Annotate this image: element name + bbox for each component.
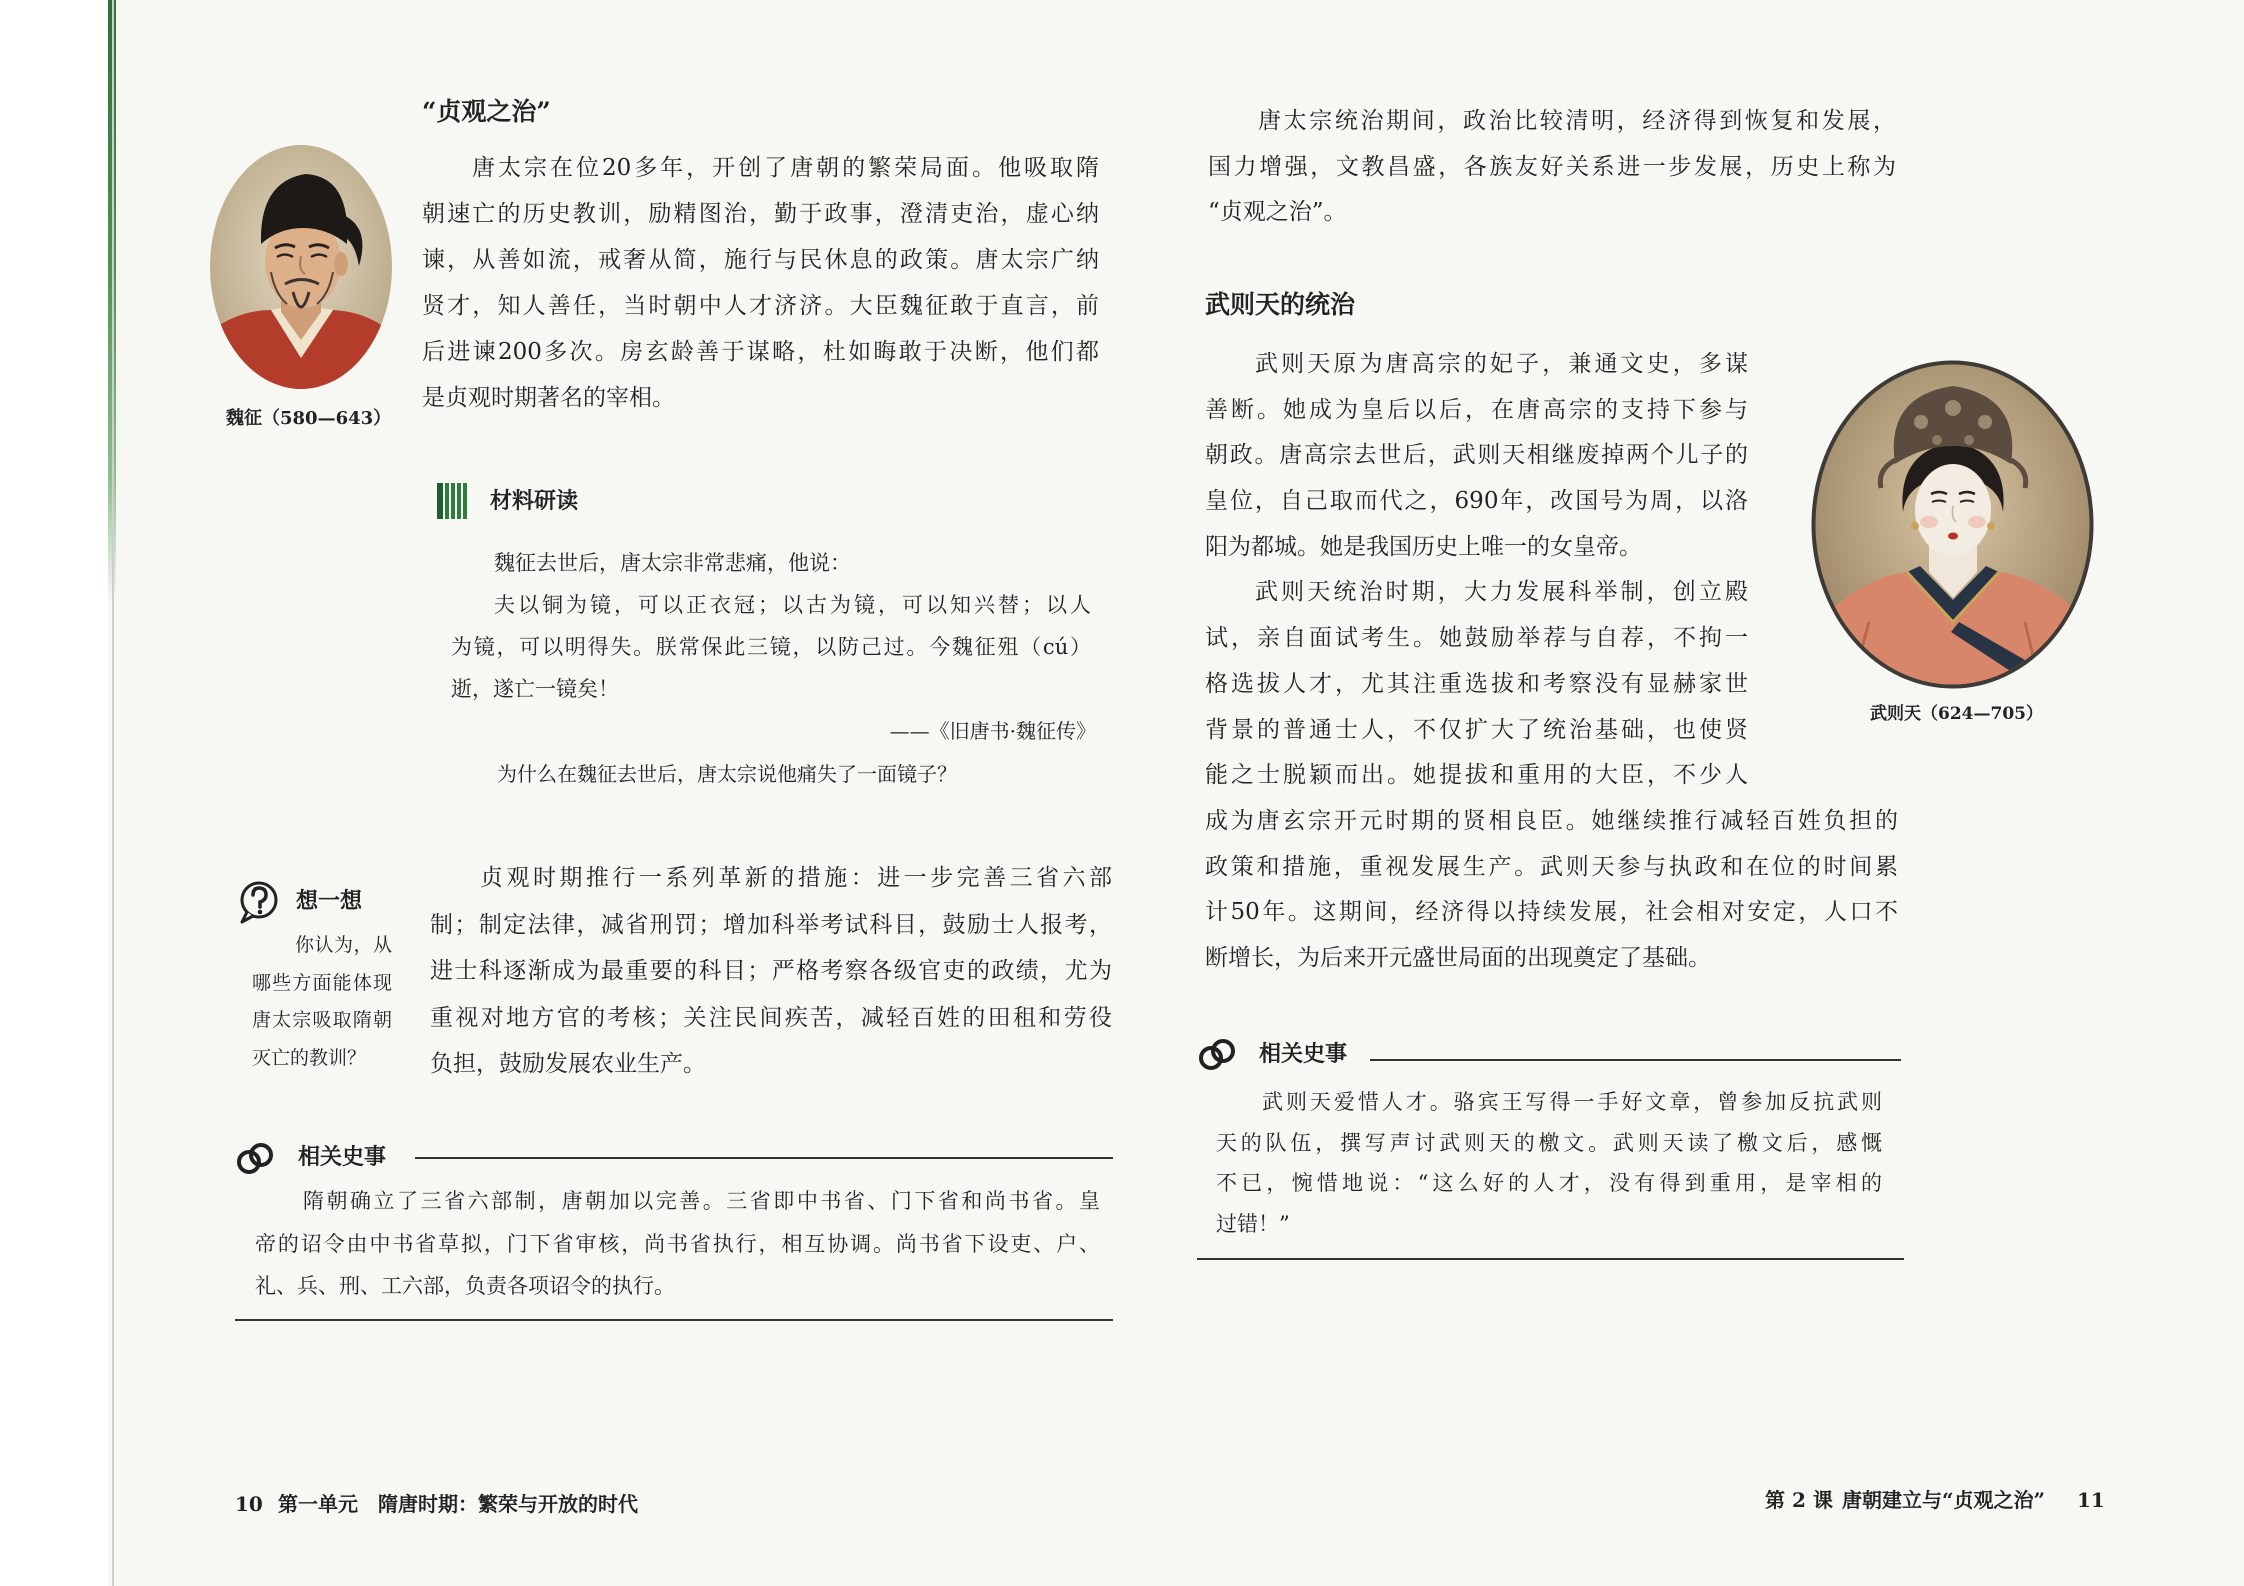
paragraph-line: 唐太宗统治期间，政治比较清明，经济得到恢复和发展， (1258, 108, 1896, 134)
paragraph-line: 武则天统治时期，大力发展科举制，创立殿 (1255, 579, 1748, 606)
page-number: 10 (235, 1492, 263, 1516)
related-line: 不已，惋惜地说：“这么好的人才，没有得到重用，是宰相的 (1216, 1171, 1882, 1196)
paragraph-line: 朝速亡的历史教训，励精图治，勤于政事，澄清吏治，虚心纳 (422, 201, 1099, 227)
quote-line: 为镜，可以明得失。朕常保此三镜，以防己过。今魏征殂（cú） (451, 635, 1091, 659)
reform-paragraph (430, 855, 1112, 1088)
think-line: 哪些方面能体现 (252, 971, 392, 994)
think-line: 灭亡的教训？ (252, 1046, 367, 1069)
paragraph-line: “贞观之治”。 (1208, 199, 1347, 225)
page-edge-line (112, 0, 114, 1586)
paragraph-line: 背景的普通士人，不仅扩大了统治基础，也使贤 (1205, 716, 1748, 743)
think-line: 唐太宗吸取隋朝 (252, 1009, 392, 1031)
footer-unit: 第一单元 (278, 1492, 358, 1516)
paragraph-line: 断增长，为后来开元盛世局面的出现奠定了基础。 (1205, 944, 1711, 971)
related-history-top-rule (415, 1157, 1113, 1159)
paragraph-line: 制；制定法律，减省刑罚；增加科举考试科目，鼓励士人报考， (430, 911, 1112, 938)
material-quote (451, 542, 1091, 710)
wu-zetian-paragraphs (1205, 342, 1898, 982)
portrait-caption: 武则天（624—705） (1870, 704, 2043, 724)
intro-paragraph (422, 145, 1099, 421)
paragraph-line: 皇位，自己取而代之，690年，改国号为周，以洛 (1205, 488, 1748, 515)
quote-line: 魏征去世后，唐太宗非常悲痛，他说： (494, 551, 851, 575)
related-line: 过错！” (1216, 1212, 1290, 1237)
think-box-text (252, 927, 392, 1077)
paragraph-line: 进士科逐渐成为最重要的科目；严格考察各级官吏的政绩，尤为 (430, 958, 1112, 984)
paragraph-line: 武则天原为唐高宗的妃子，兼通文史，多谋 (1255, 351, 1748, 377)
material-bars-icon (437, 483, 467, 519)
question-bubble-icon (238, 880, 278, 924)
paragraph-line: 谏，从善如流，戒奢从简，施行与民休息的政策。唐太宗广纳 (422, 247, 1099, 273)
paragraph-line: 计50年。这期间，经济得以持续发展，社会相对安定，人口不 (1205, 899, 1898, 926)
related-line: 武则天爱惜人才。骆宾王写得一手好文章，曾参加反抗武则 (1262, 1090, 1882, 1114)
portrait-wei-zheng (209, 144, 393, 390)
paragraph-line: 成为唐玄宗开元时期的贤相良臣。她继续推行减轻百姓负担的 (1205, 807, 1898, 834)
related-history-top-rule (1370, 1059, 1901, 1061)
think-line: 你认为，从 (295, 934, 392, 956)
related-line: 隋朝确立了三省六部制，唐朝加以完善。三省即中书省、门下省和尚书省。皇 (303, 1189, 1100, 1213)
related-history-bottom-rule (1197, 1258, 1904, 1260)
paragraph-line: 试，亲自面试考生。她鼓励举荐与自荐，不拘一 (1205, 625, 1748, 652)
related-line: 天的队伍，撰写声讨武则天的檄文。武则天读了檄文后，感慨 (1216, 1130, 1882, 1155)
portrait-wu-zetian (1811, 360, 2094, 689)
intro-paragraph (1208, 99, 1896, 236)
related-history-title: 相关史事 (298, 1144, 387, 1170)
paragraph-line: 阳为都城。她是我国历史上唯一的女皇帝。 (1205, 533, 1642, 560)
linked-loops-icon (1197, 1035, 1237, 1075)
paragraph-line: 善断。她成为皇后以后，在唐高宗的支持下参与 (1205, 396, 1748, 423)
footer-unit-title: 隋唐时期：繁荣与开放的时代 (378, 1492, 638, 1516)
quote-line: 逝，遂亡一镜矣！ (451, 677, 619, 701)
paragraph-line: 政策和措施，重视发展生产。武则天参与执政和在位的时间累 (1205, 853, 1898, 880)
paragraph-line: 能之士脱颖而出。她提拔和重用的大臣，不少人 (1205, 762, 1748, 789)
paragraph-line: 国力增强，文教昌盛，各族友好关系进一步发展，历史上称为 (1208, 153, 1896, 180)
section-heading: 武则天的统治 (1205, 290, 1356, 319)
scan-margin (0, 0, 108, 1586)
linked-loops-icon (235, 1139, 275, 1179)
footer-lesson: 第 2 课 (1765, 1488, 1833, 1512)
related-history-bottom-rule (235, 1319, 1113, 1321)
paragraph-line: 是贞观时期著名的宰相。 (422, 385, 675, 411)
footer-lesson-title: 唐朝建立与“贞观之治” (1842, 1488, 2046, 1512)
quote-source: ——《旧唐书·魏征传》 (889, 719, 1096, 743)
paragraph-line: 后进谏200多次。房玄龄善于谋略，杜如晦敢于决断，他们都 (422, 339, 1099, 365)
material-question: 为什么在魏征去世后，唐太宗说他痛失了一面镜子？ (497, 762, 957, 786)
portrait-caption: 魏征（580—643） (226, 408, 392, 429)
paragraph-line: 唐太宗在位20多年，开创了唐朝的繁荣局面。他吸取隋 (472, 155, 1099, 181)
related-line: 帝的诏令由中书省草拟，门下省审核，尚书省执行，相互协调。尚书省下设吏、户、 (255, 1231, 1100, 1256)
quote-line: 夫以铜为镜，可以正衣冠；以古为镜，可以知兴替；以人 (494, 593, 1091, 617)
paragraph-line: 贤才，知人善任，当时朝中人才济济。大臣魏征敢于直言，前 (422, 293, 1099, 319)
paragraph-line: 朝政。唐高宗去世后，武则天相继废掉两个儿子的 (1205, 442, 1748, 469)
think-box-title: 想一想 (296, 888, 363, 914)
page-number: 11 (2077, 1488, 2105, 1512)
paragraph-line: 格选拔人才，尤其注重选拔和考察没有显赫家世 (1205, 670, 1748, 697)
related-history-text (1216, 1082, 1882, 1245)
paragraph-line: 负担，鼓励发展农业生产。 (430, 1051, 706, 1077)
paragraph-line: 贞观时期推行一系列革新的措施：进一步完善三省六部 (480, 865, 1112, 891)
material-box-title: 材料研读 (490, 488, 579, 514)
related-history-text (255, 1180, 1100, 1308)
related-line: 礼、兵、刑、工六部，负责各项诏令的执行。 (255, 1274, 675, 1298)
section-title: “贞观之治” (422, 97, 551, 126)
paragraph-line: 重视对地方官的考核；关注民间疾苦，减轻百姓的田租和劳役 (430, 1004, 1112, 1031)
related-history-title: 相关史事 (1259, 1041, 1348, 1067)
